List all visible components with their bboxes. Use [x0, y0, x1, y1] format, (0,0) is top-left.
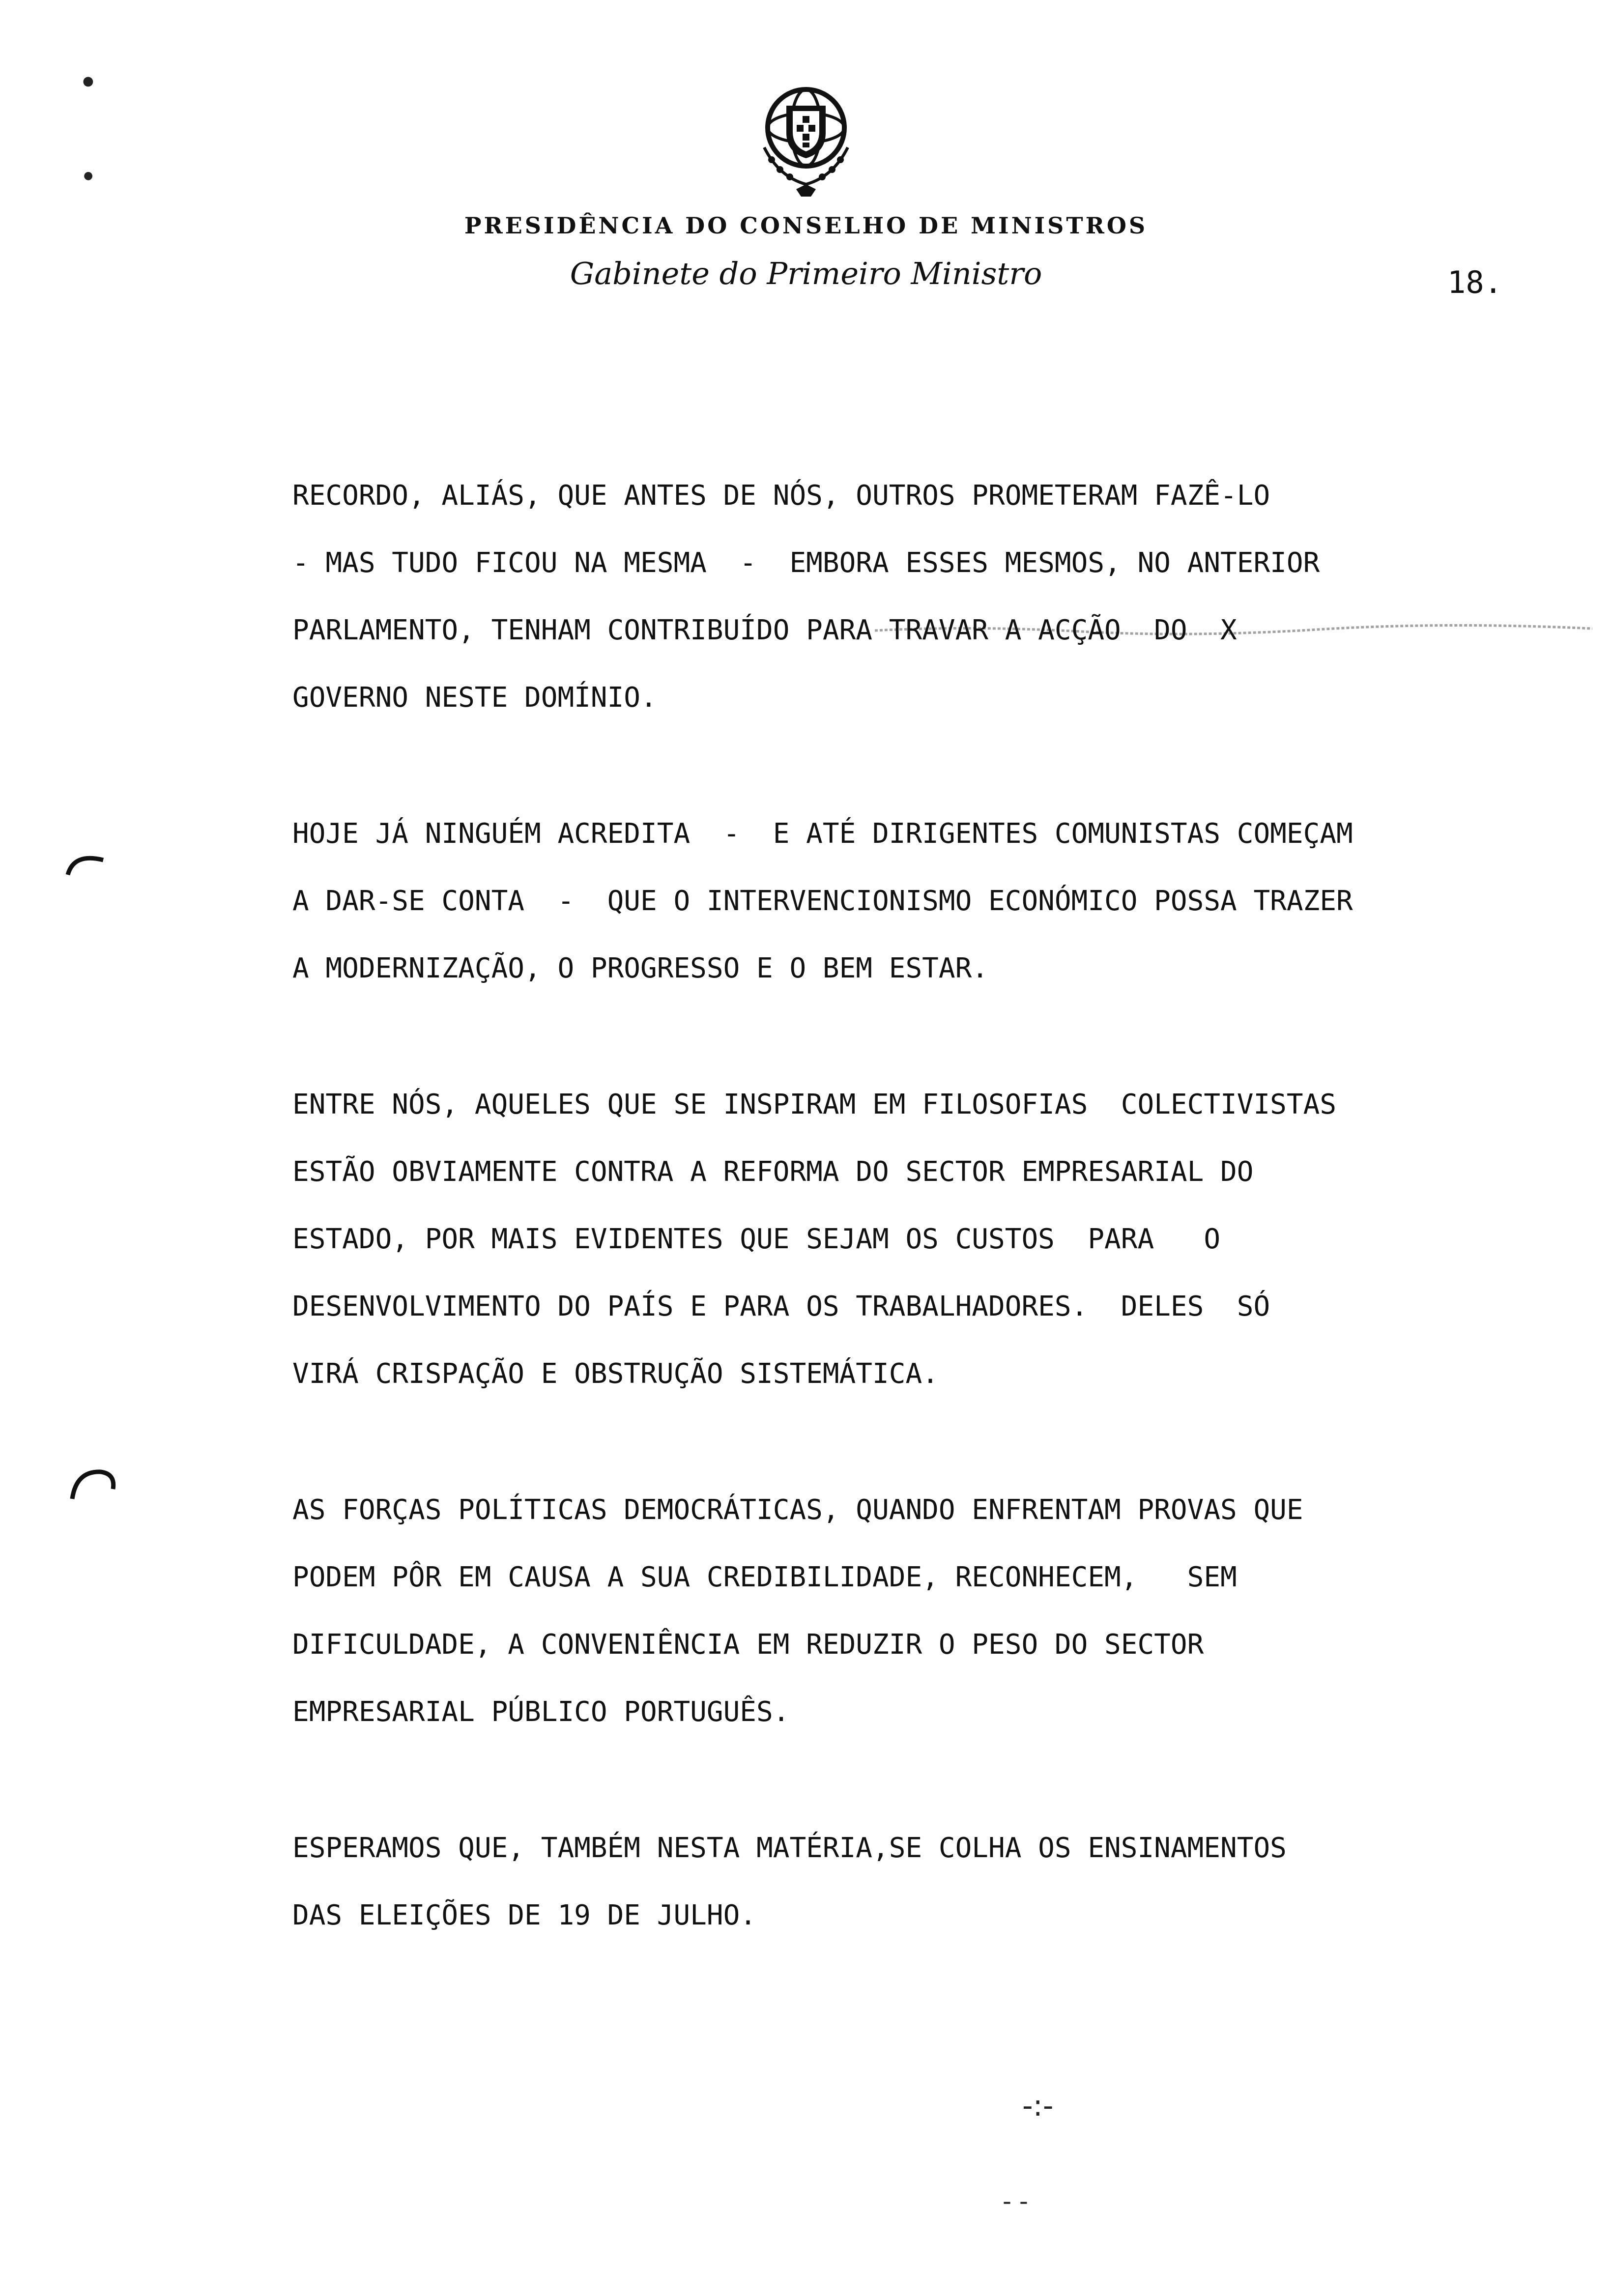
text-line: ENTRE NÓS, AQUELES QUE SE INSPIRAM EM FILOSOFIAS COLECTIVISTAS — [292, 1089, 1337, 1120]
text-line: DIFICULDADE, A CONVENIÊNCIA EM REDUZIR O PESO DO SECTOR — [292, 1629, 1204, 1661]
scan-speck: - - — [1003, 2187, 1028, 2215]
letter-body — [292, 462, 1580, 2018]
text-line: PARLAMENTO, TENHAM CONTRIBUÍDO PARA TRAVAR A ACÇÃO DO X — [292, 614, 1237, 646]
paragraph — [292, 1071, 1580, 1407]
paragraph — [292, 800, 1580, 1002]
text-line: DESENVOLVIMENTO DO PAÍS E PARA OS TRABALHADORES. DELES SÓ — [292, 1291, 1270, 1322]
letterhead-title: PRESIDÊNCIA DO CONSELHO DE MINISTROS — [464, 212, 1148, 239]
text-line: VIRÁ CRISPAÇÃO E OBSTRUÇÃO SISTEMÁTICA. — [292, 1358, 939, 1390]
coat-of-arms-icon — [749, 74, 863, 201]
text-line: A MODERNIZAÇÃO, O PROGRESSO E O BEM ESTAR. — [292, 952, 989, 984]
text-line: HOJE JÁ NINGUÉM ACREDITA - E ATÉ DIRIGENTES COMUNISTAS COMEÇAM — [292, 818, 1353, 850]
text-line: ESTADO, POR MAIS EVIDENTES QUE SEJAM OS CUSTOS PARA O — [292, 1223, 1221, 1255]
scan-speck: -:- — [1022, 2089, 1054, 2123]
page-number: 18. — [1447, 264, 1502, 300]
punch-hole-mark — [64, 850, 108, 880]
text-line: ESPERAMOS QUE, TAMBÉM NESTA MATÉRIA,SE COLHA OS ENSINAMENTOS — [292, 1832, 1287, 1864]
text-line: - MAS TUDO FICOU NA MESMA - EMBORA ESSES MESMOS, NO ANTERIOR — [292, 547, 1320, 579]
text-line: EMPRESARIAL PÚBLICO PORTUGUÊS. — [292, 1696, 790, 1728]
text-line: RECORDO, ALIÁS, QUE ANTES DE NÓS, OUTROS PROMETERAM FAZÊ-LO — [292, 480, 1270, 512]
text-line: PODEM PÔR EM CAUSA A SUA CREDIBILIDADE, RECONHECEM, SEM — [292, 1561, 1237, 1593]
text-line: DAS ELEIÇÕES DE 19 DE JULHO. — [292, 1899, 757, 1931]
text-line: AS FORÇAS POLÍTICAS DEMOCRÁTICAS, QUANDO ENFRENTAM PROVAS QUE — [292, 1494, 1303, 1526]
paragraph — [292, 1476, 1580, 1746]
scan-speck: ● — [83, 74, 94, 88]
paragraph — [292, 462, 1580, 731]
paragraph — [292, 1814, 1580, 1949]
punch-hole-mark — [66, 1467, 120, 1501]
scan-speck: ● — [84, 170, 93, 182]
letterhead-subtitle: Gabinete do Primeiro Ministro — [570, 256, 1042, 291]
text-line: ESTÃO OBVIAMENTE CONTRA A REFORMA DO SECTOR EMPRESARIAL DO — [292, 1156, 1254, 1188]
text-line: GOVERNO NESTE DOMÍNIO. — [292, 682, 657, 714]
text-line: A DAR-SE CONTA - QUE O INTERVENCIONISMO ECONÓMICO POSSA TRAZER — [292, 885, 1353, 917]
